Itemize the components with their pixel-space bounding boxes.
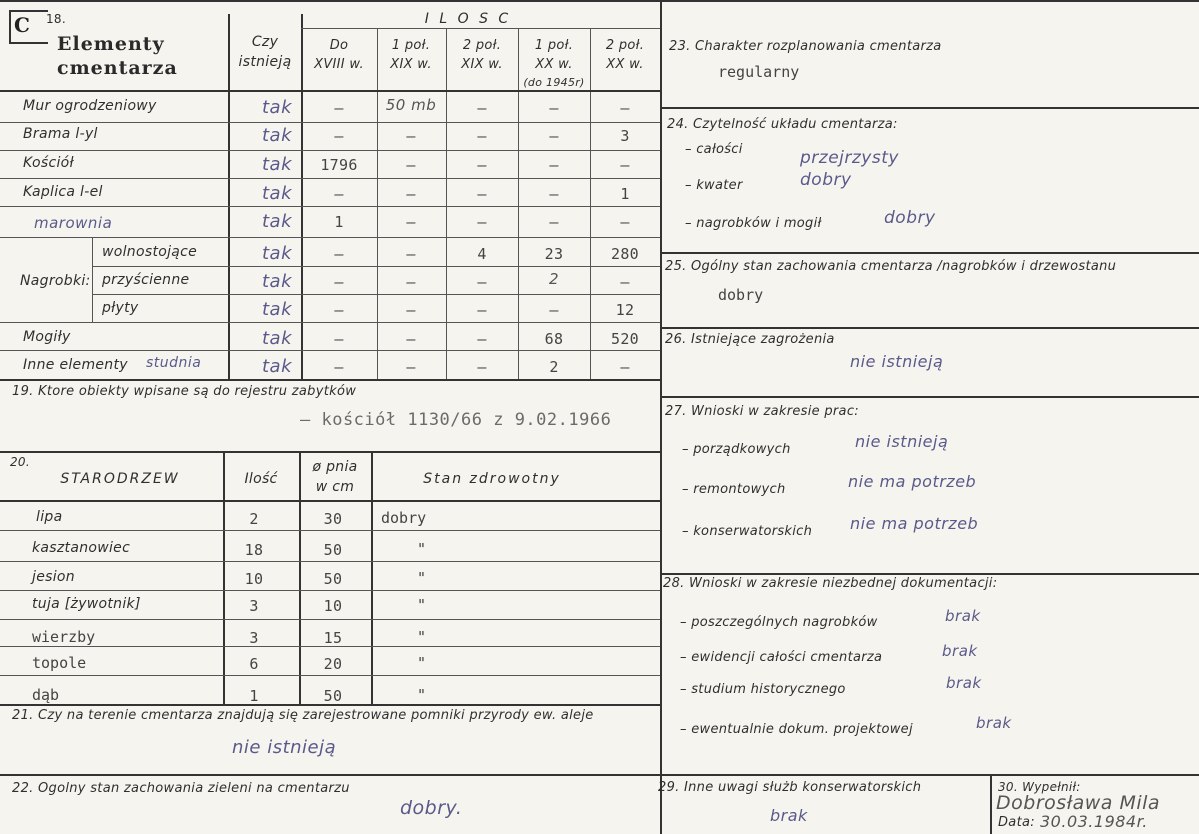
tree-health: " <box>417 596 427 614</box>
row-label: płyty <box>102 300 139 316</box>
s26-value: nie istnieją <box>850 352 944 371</box>
s19-bottom <box>0 451 660 453</box>
s24-item-value: przejrzysty <box>800 148 899 168</box>
row-label: przyścienne <box>102 272 190 288</box>
tree-name: wierzby <box>32 628 96 646</box>
row-line <box>0 237 660 238</box>
quantity-cell: – <box>620 213 630 231</box>
quantity-cell: – <box>477 213 487 231</box>
quantity-cell: 2 <box>549 358 559 376</box>
quantity-cell: – <box>477 301 487 319</box>
quantity-cell: – <box>406 358 416 376</box>
tree-count: 6 <box>249 655 259 673</box>
quantity-cell: – <box>406 213 416 231</box>
tree-diameter: 15 <box>323 629 343 647</box>
quantity-cell: – <box>477 156 487 174</box>
quantity-cell: 12 <box>615 301 635 319</box>
period-header-4: (do 1945r) <box>523 76 585 89</box>
s20-header-line <box>0 500 660 502</box>
s19-value: – kościół 1130/66 z 9.02.1966 <box>300 410 612 430</box>
s30-date-label: Data: <box>998 815 1035 830</box>
s22-value: dobry. <box>400 797 463 819</box>
nagrobki-split <box>92 237 93 322</box>
czy-istnieja-value: tak <box>261 299 293 320</box>
row-line <box>0 675 660 676</box>
quantity-cell: 1796 <box>320 156 358 174</box>
row-label: marownia <box>34 214 113 232</box>
row-label: Kościół <box>23 155 74 171</box>
tree-diameter: 30 <box>323 510 343 528</box>
row-line <box>92 294 660 295</box>
period-header-4: 1 poł. <box>534 38 574 53</box>
row-line <box>0 530 660 531</box>
czy-istnieja-value: tak <box>261 243 293 264</box>
tree-name: kasztanowiec <box>32 540 131 556</box>
s24-item-value: dobry <box>884 208 936 228</box>
quantity-cell: – <box>406 330 416 348</box>
s20-col-ilosc: Ilość <box>244 471 278 487</box>
s28-item-value: brak <box>976 714 1012 732</box>
quantity-cell: – <box>620 273 630 291</box>
s20-col-pnia-2: w cm <box>315 479 355 495</box>
quantity-cell: – <box>549 99 559 117</box>
tree-health: " <box>417 569 427 587</box>
s27-item-value: nie ma potrzeb <box>848 472 977 491</box>
quantity-cell: 520 <box>611 330 639 348</box>
tree-count: 3 <box>249 597 259 615</box>
s29-label: 29. Inne uwagi służb konserwatorskich <box>658 780 922 795</box>
quantity-cell: 3 <box>620 127 630 145</box>
tree-count: 1 <box>249 687 259 705</box>
title-line-2: cmentarza <box>57 57 178 79</box>
period-header-2: 1 poł. <box>391 38 431 53</box>
s28-item-value: brak <box>945 607 981 625</box>
s24-bottom <box>662 252 1199 254</box>
quantity-cell: 23 <box>544 245 564 263</box>
quantity-cell: – <box>620 358 630 376</box>
quantity-cell: – <box>406 301 416 319</box>
s24-item-label: – całości <box>685 142 743 157</box>
czy-istnieja-value: tak <box>261 97 293 118</box>
quantity-cell: – <box>334 99 344 117</box>
row-label-handwritten: studnia <box>146 355 202 371</box>
quantity-cell: – <box>620 156 630 174</box>
s30-label: 30. Wypełnił: <box>998 780 1081 794</box>
czy-istnieja-value: tak <box>261 125 293 146</box>
s18-col-line <box>377 28 378 380</box>
s20-number: 20. <box>10 455 30 469</box>
s30-date: 30.03.1984r. <box>1040 812 1148 831</box>
quantity-cell: 1 <box>620 185 630 203</box>
row-line <box>0 178 660 179</box>
s28-item-label: – studium historycznego <box>680 682 846 697</box>
row-line <box>0 590 660 591</box>
s25-label: 25. Ogólny stan zachowania cmentarza /nagrobków i drzewostanu <box>665 259 1117 274</box>
tree-name: dąb <box>32 686 60 704</box>
quantity-cell: – <box>406 273 416 291</box>
czy-istnieja-value: tak <box>261 271 293 292</box>
s27-item-value: nie ma potrzeb <box>850 514 979 533</box>
tree-health: " <box>417 686 427 704</box>
s19-label: 19. Ktore obiekty wpisane są do rejestru zabytków <box>12 384 357 399</box>
czy-istnieja-value: tak <box>261 211 293 232</box>
s29-divider <box>990 774 992 834</box>
s28-item-value: brak <box>942 642 978 660</box>
s18-col-line <box>301 14 303 380</box>
period-header-4: XX w. <box>535 57 573 72</box>
s23-label: 23. Charakter rozplanowania cmentarza <box>669 39 942 54</box>
period-header-5: XX w. <box>606 57 644 72</box>
s18-col-line <box>228 14 230 380</box>
quantity-cell: – <box>406 185 416 203</box>
s23-bottom <box>662 107 1199 109</box>
nagrobki-label: Nagrobki: <box>20 273 91 289</box>
tree-diameter: 50 <box>323 541 343 559</box>
quantity-cell: – <box>620 99 630 117</box>
tree-diameter: 50 <box>323 687 343 705</box>
tree-count: 3 <box>249 629 259 647</box>
quantity-cell: – <box>549 127 559 145</box>
s28-label: 28. Wnioski w zakresie niezbednej dokumentacji: <box>663 576 998 591</box>
quantity-cell: 50 mb <box>385 96 437 114</box>
s25-value: dobry <box>718 286 764 304</box>
quantity-cell: – <box>334 273 344 291</box>
quantity-cell: – <box>334 358 344 376</box>
s27-item-label: – porządkowych <box>682 442 791 457</box>
quantity-cell: – <box>549 213 559 231</box>
s18-header-line <box>0 90 660 92</box>
czy-istnieja-value: tak <box>261 356 293 377</box>
row-line <box>92 266 660 267</box>
tree-health: dobry <box>381 509 427 527</box>
s30-name: Dobrosława Mila <box>996 792 1161 814</box>
row-line <box>0 122 660 123</box>
quantity-cell: – <box>406 156 416 174</box>
section-letter-box: C <box>9 10 48 44</box>
ilosc-header: I L O S C <box>424 11 512 27</box>
quantity-cell: – <box>549 156 559 174</box>
s21-label: 21. Czy na terenie cmentarza znajdują się zarejestrowane pomniki przyrody ew. aleje <box>12 708 594 723</box>
quantity-cell: 2 <box>548 270 560 288</box>
quantity-cell: 68 <box>544 330 564 348</box>
s20-col-stan: Stan zdrowotny <box>423 471 561 487</box>
quantity-cell: – <box>477 330 487 348</box>
quantity-cell: 4 <box>477 245 487 263</box>
s27-item-label: – remontowych <box>682 482 786 497</box>
tree-count: 18 <box>244 541 264 559</box>
quantity-cell: – <box>406 245 416 263</box>
s21-bottom <box>0 774 660 776</box>
s24-label: 24. Czytelność układu cmentarza: <box>667 117 898 132</box>
period-header-1: XVIII w. <box>314 57 364 72</box>
tree-health: " <box>417 540 427 558</box>
center-divider <box>660 0 662 834</box>
period-header-3: 2 poł. <box>462 38 502 53</box>
s21-value: nie istnieją <box>232 737 337 758</box>
row-line <box>0 322 660 323</box>
quantity-cell: – <box>549 185 559 203</box>
row-line <box>0 150 660 151</box>
quantity-cell: – <box>477 99 487 117</box>
row-label: wolnostojące <box>102 244 198 260</box>
s28-item-label: – poszczególnych nagrobków <box>680 615 878 630</box>
quantity-cell: – <box>334 301 344 319</box>
s25-bottom <box>662 327 1199 329</box>
quantity-cell: – <box>406 127 416 145</box>
col-czy-header: Czy <box>251 34 279 50</box>
tree-diameter: 20 <box>323 655 343 673</box>
tree-count: 2 <box>249 510 259 528</box>
top-border <box>0 0 1199 2</box>
quantity-cell: – <box>334 127 344 145</box>
quantity-cell: – <box>477 358 487 376</box>
s24-item-value: dobry <box>800 170 852 190</box>
period-header-5: 2 poł. <box>605 38 645 53</box>
quantity-cell: – <box>334 245 344 263</box>
tree-name: lipa <box>36 509 63 525</box>
row-line <box>0 561 660 562</box>
period-header-2: XIX w. <box>390 57 432 72</box>
row-label: Inne elementy <box>23 357 128 373</box>
s27-item-value: nie istnieją <box>855 432 949 451</box>
s28-bottom <box>662 774 1199 776</box>
row-label: Mogiły <box>23 329 71 345</box>
s27-label: 27. Wnioski w zakresie prac: <box>665 404 859 419</box>
s24-item-label: – nagrobków i mogił <box>685 216 822 231</box>
s24-item-label: – kwater <box>685 178 743 193</box>
row-label: Brama l-yl <box>23 126 98 142</box>
s20-col-pnia-1: ø pnia <box>312 459 358 475</box>
s18-col-line <box>446 28 447 380</box>
tree-name: jesion <box>32 569 75 585</box>
row-line <box>0 619 660 620</box>
s28-item-label: – ewidencji całości cmentarza <box>680 650 883 665</box>
s18-ilosc-line <box>301 28 660 29</box>
s18-bottom <box>0 379 660 381</box>
section-title <box>57 32 178 80</box>
quantity-cell: – <box>549 301 559 319</box>
title-line-1: Elementy <box>57 33 165 55</box>
tree-health: " <box>417 654 427 672</box>
tree-name: topole <box>32 654 87 672</box>
quantity-cell: – <box>477 185 487 203</box>
s23-value: regularny <box>718 63 800 81</box>
czy-istnieja-value: tak <box>261 328 293 349</box>
s27-bottom <box>662 573 1199 575</box>
quantity-cell: – <box>477 273 487 291</box>
section-number: 18. <box>46 12 66 26</box>
col-istnieja-header: istnieją <box>238 54 292 70</box>
s29-value: brak <box>770 806 808 825</box>
s26-bottom <box>662 396 1199 398</box>
s22-label: 22. Ogolny stan zachowania zieleni na cmentarzu <box>12 781 350 796</box>
period-header-3: XIX w. <box>461 57 503 72</box>
quantity-cell: – <box>334 185 344 203</box>
row-label: Mur ogrodzeniowy <box>23 98 157 114</box>
s20-col-line <box>223 451 225 705</box>
tree-count: 10 <box>244 570 264 588</box>
tree-diameter: 50 <box>323 570 343 588</box>
s20-col-line <box>371 451 373 705</box>
s20-col-line <box>299 451 301 705</box>
tree-name: tuja [żywotnik] <box>32 596 141 612</box>
s27-item-label: – konserwatorskich <box>682 524 813 539</box>
row-label: Kaplica l-el <box>23 184 103 200</box>
quantity-cell: – <box>334 330 344 348</box>
s18-col-line <box>518 28 519 380</box>
row-line <box>0 206 660 207</box>
s28-item-value: brak <box>946 674 982 692</box>
quantity-cell: 1 <box>334 213 344 231</box>
quantity-cell: 280 <box>611 245 639 263</box>
czy-istnieja-value: tak <box>261 183 293 204</box>
s28-item-label: – ewentualnie dokum. projektowej <box>680 722 913 737</box>
tree-health: " <box>417 628 427 646</box>
s26-label: 26. Istniejące zagrożenia <box>665 332 835 347</box>
czy-istnieja-value: tak <box>261 154 293 175</box>
row-line <box>0 350 660 351</box>
quantity-cell: – <box>477 127 487 145</box>
s20-col-name: STARODRZEW <box>60 471 180 487</box>
tree-diameter: 10 <box>323 597 343 615</box>
s18-col-line <box>590 28 591 380</box>
period-header-1: Do <box>329 38 349 53</box>
